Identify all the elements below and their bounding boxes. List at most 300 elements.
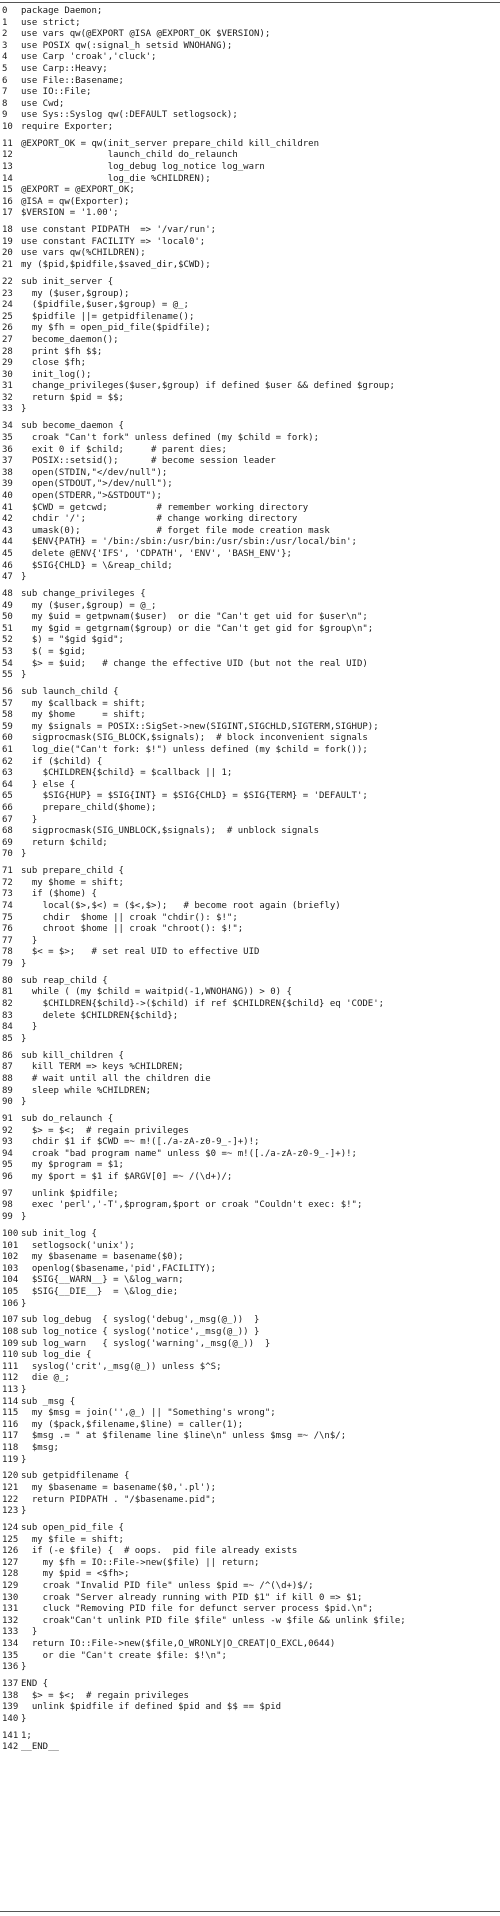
code-line: [0, 491, 500, 503]
code-text: $) = "$gid $gid";: [21, 635, 124, 646]
code-text: chdir $1 if $CWD =~ m!([./a-zA-z0-9_-]+)!;: [21, 1137, 260, 1148]
code-line: [0, 1086, 500, 1098]
code-text: $msg;: [21, 1442, 59, 1453]
code-line: [0, 456, 500, 468]
line-number: 64: [2, 779, 13, 790]
line-number: 65: [2, 791, 13, 802]
line-number: 8: [2, 98, 8, 109]
code-text: log_debug log_notice log_warn: [21, 162, 265, 173]
line-number: 74: [2, 901, 13, 912]
code-text: }: [21, 935, 38, 946]
code-line: [0, 1691, 500, 1703]
code-text: my $msg = join('',@_) || "Something's wrong";: [21, 1408, 276, 1419]
line-number: 46: [2, 560, 13, 571]
line-number: 36: [2, 444, 13, 455]
code-text: log_die %CHILDREN);: [21, 173, 211, 184]
code-line: [0, 537, 500, 549]
code-line: [0, 1546, 500, 1558]
code-line: [0, 549, 500, 561]
code-line: [0, 1535, 500, 1547]
line-number: 3: [2, 40, 8, 51]
code-text: $( = $gid;: [21, 646, 87, 657]
code-text: sub getpidfilename {: [21, 1471, 130, 1482]
line-number: 70: [2, 849, 13, 860]
code-line: [0, 526, 500, 538]
code-text: open(STDOUT,">/dev/null");: [21, 479, 173, 490]
code-text: my $basename = basename($0,'.pl');: [21, 1483, 217, 1493]
line-number: 78: [2, 947, 13, 958]
code-text: openlog($basename,'pid',FACILITY);: [21, 1263, 217, 1274]
code-text: $pidfile ||= getpidfilename();: [21, 311, 195, 322]
code-line: [0, 589, 500, 601]
code-line: [0, 1022, 500, 1034]
code-line: [0, 370, 500, 382]
code-line: [0, 936, 500, 948]
code-text: launch_child do_relaunch: [21, 150, 238, 161]
code-line: [0, 1212, 500, 1224]
code-line: [0, 1315, 500, 1327]
code-text: $SIG{HUP} = $SIG{INT} = $SIG{CHLD} = $SIG{TERM} = 'DEFAULT';: [21, 791, 368, 802]
code-text: use Carp 'croak','cluck';: [21, 52, 157, 63]
code-text: open(STDIN,"</dev/null");: [21, 467, 168, 478]
line-number: 95: [2, 1160, 13, 1171]
code-text: cluck "Removing PID file for defunct server process $pid.\n";: [21, 1604, 374, 1615]
code-text: init_log();: [21, 369, 92, 380]
code-text: umask(0); # forget file mode creation mask: [21, 525, 330, 536]
code-line: [0, 1264, 500, 1276]
line-number: 24: [2, 300, 13, 311]
line-number: 54: [2, 658, 13, 669]
code-line: [0, 1408, 500, 1420]
code-line: [0, 1062, 500, 1074]
code-text: use File::Basename;: [21, 75, 124, 86]
code-line: [0, 277, 500, 289]
line-number: 75: [2, 912, 13, 923]
line-number: 116: [2, 1419, 19, 1430]
code-line: [0, 445, 500, 457]
code-line: [0, 300, 500, 312]
line-number: 63: [2, 768, 13, 779]
line-number: 32: [2, 392, 13, 403]
code-line: [0, 901, 500, 913]
code-line: [0, 1275, 500, 1287]
code-text: croak"Can't unlink PID file $file" unless -w $file && unlink $file;: [21, 1615, 406, 1626]
code-line: [0, 710, 500, 722]
code-text: use Carp::Heavy;: [21, 63, 108, 74]
line-number: 67: [2, 814, 13, 825]
line-number: 58: [2, 710, 13, 721]
line-number: 59: [2, 721, 13, 732]
code-line: [0, 514, 500, 526]
code-text: my $home = shift;: [21, 710, 146, 721]
code-line: [0, 1114, 500, 1126]
code-line: [0, 1299, 500, 1311]
code-line: [0, 1523, 500, 1535]
line-number: 15: [2, 185, 13, 196]
code-line: [0, 87, 500, 99]
code-line: [0, 18, 500, 30]
code-text: change_privileges($user,$group) if defined $user && defined $group;: [21, 381, 395, 392]
line-number: 13: [2, 162, 13, 173]
code-line: [0, 312, 500, 324]
line-number: 5: [2, 63, 8, 74]
code-line: [0, 479, 500, 491]
code-line: [0, 947, 500, 959]
line-number: 40: [2, 490, 13, 501]
line-number: 47: [2, 572, 13, 583]
code-line: [0, 1189, 500, 1201]
code-text: sub prepare_child {: [21, 866, 124, 877]
code-line: [0, 791, 500, 803]
line-number: 128: [2, 1569, 19, 1580]
code-line: [0, 381, 500, 393]
line-number: 26: [2, 323, 13, 334]
line-number: 105: [2, 1286, 19, 1297]
code-text: @EXPORT = @EXPORT_OK;: [21, 185, 135, 196]
line-number: 68: [2, 826, 13, 837]
code-text: croak "bad program name" unless $0 =~ m!([./a-zA-z0-9_-]+)!;: [21, 1148, 357, 1159]
line-number: 66: [2, 802, 13, 813]
code-text: $SIG{__DIE__} = \&log_die;: [21, 1286, 179, 1297]
line-number: 142: [2, 1742, 19, 1753]
line-number: 17: [2, 208, 13, 219]
code-listing: [0, 6, 500, 1754]
code-line: [0, 41, 500, 53]
code-text: # wait until all the children die: [21, 1073, 211, 1084]
code-line: [0, 1483, 500, 1495]
code-text: become_daemon();: [21, 334, 119, 345]
line-number: 38: [2, 467, 13, 478]
line-number: 96: [2, 1171, 13, 1182]
code-line: [0, 624, 500, 636]
code-text: croak "Can't fork" unless defined (my $child = fork);: [21, 432, 320, 443]
line-number: 82: [2, 999, 13, 1010]
line-number: 91: [2, 1114, 13, 1124]
code-line: [0, 1420, 500, 1432]
code-line: [0, 185, 500, 197]
line-number: 136: [2, 1662, 19, 1673]
code-line: [0, 468, 500, 480]
code-line: [0, 815, 500, 827]
code-line: [0, 433, 500, 445]
line-number: 138: [2, 1690, 19, 1701]
line-number: 129: [2, 1581, 19, 1592]
code-line: [0, 1097, 500, 1109]
code-text: sub become_daemon {: [21, 421, 124, 432]
line-number: 44: [2, 537, 13, 548]
code-text: sigprocmask(SIG_UNBLOCK,$signals); # unblock signals: [21, 826, 320, 837]
line-number: 86: [2, 1050, 13, 1061]
line-number: 132: [2, 1615, 19, 1626]
code-line: [0, 699, 500, 711]
line-number: 80: [2, 975, 13, 986]
line-number: 133: [2, 1627, 19, 1638]
code-text: my $callback = shift;: [21, 698, 146, 709]
line-number: 6: [2, 75, 8, 86]
line-number: 109: [2, 1338, 19, 1349]
code-line: [0, 1350, 500, 1362]
code-line: [0, 866, 500, 878]
line-number: 4: [2, 52, 8, 63]
code-text: exec 'perl','-T',$program,$port or croak "Couldn't exec: $!";: [21, 1200, 363, 1211]
code-line: [0, 1252, 500, 1264]
line-number: 93: [2, 1137, 13, 1148]
code-line: [0, 745, 500, 757]
code-line: [0, 1431, 500, 1443]
line-number: 51: [2, 623, 13, 634]
bottom-rule: [0, 1911, 500, 1912]
code-line: [0, 1034, 500, 1046]
code-line: [0, 64, 500, 76]
line-number: 56: [2, 687, 13, 698]
code-line: [0, 1455, 500, 1467]
code-text: my $uid = getpwnam($user) or die "Can't get uid for $user\n";: [21, 612, 368, 623]
code-line: [0, 404, 500, 416]
code-text: my $file = shift;: [21, 1534, 124, 1545]
code-line: [0, 1229, 500, 1241]
code-line: [0, 1569, 500, 1581]
code-line: [0, 358, 500, 370]
code-text: $CHILDREN{$child} = $callback || 1;: [21, 768, 233, 779]
line-number: 139: [2, 1702, 19, 1713]
code-line: [0, 1373, 500, 1385]
code-text: require Exporter;: [21, 121, 114, 132]
code-text: }: [21, 1033, 27, 1044]
code-line: [0, 503, 500, 515]
code-line: [0, 260, 500, 272]
code-line: [0, 421, 500, 433]
code-text: chroot $home || croak "chroot(): $!";: [21, 924, 244, 935]
code-text: use IO::File;: [21, 87, 92, 98]
line-number: 52: [2, 635, 13, 646]
line-number: 121: [2, 1483, 19, 1493]
code-text: sub launch_child {: [21, 687, 119, 698]
code-line: [0, 150, 500, 162]
line-number: 111: [2, 1361, 19, 1372]
line-number: 115: [2, 1408, 19, 1419]
line-number: 140: [2, 1713, 19, 1724]
code-line: [0, 29, 500, 41]
code-line: [0, 1160, 500, 1172]
line-number: 98: [2, 1200, 13, 1211]
code-text: delete @ENV{'IFS', 'CDPATH', 'ENV', 'BASH_ENV'};: [21, 548, 292, 559]
code-text: return $child;: [21, 837, 108, 848]
code-text: 1;: [21, 1730, 32, 1741]
code-text: setlogsock('unix');: [21, 1240, 135, 1251]
code-text: if ($home) {: [21, 889, 97, 900]
line-number: 125: [2, 1534, 19, 1545]
code-text: my $pid = <$fh>;: [21, 1569, 130, 1580]
code-text: } else {: [21, 779, 76, 790]
line-number: 35: [2, 432, 13, 443]
code-text: chdir $home || croak "chdir(): $!";: [21, 912, 238, 923]
code-text: my $home = shift;: [21, 877, 124, 888]
line-number: 120: [2, 1471, 19, 1482]
code-line: [0, 1443, 500, 1455]
line-number: 27: [2, 334, 13, 345]
code-text: }: [21, 572, 27, 583]
code-text: my ($user,$group);: [21, 288, 130, 299]
line-number: 23: [2, 288, 13, 299]
code-line: [0, 1241, 500, 1253]
code-line: [0, 393, 500, 405]
code-line: [0, 838, 500, 850]
code-text: my ($pack,$filename,$line) = caller(1);: [21, 1419, 244, 1430]
code-text: use vars qw(%CHILDREN);: [21, 248, 146, 259]
code-line: [0, 197, 500, 209]
code-line: [0, 335, 500, 347]
line-number: 11: [2, 138, 13, 149]
code-line: [0, 601, 500, 613]
code-text: }: [21, 404, 27, 415]
code-text: unlink $pidfile;: [21, 1188, 119, 1199]
line-number: 49: [2, 600, 13, 611]
code-line: [0, 924, 500, 936]
line-number: 9: [2, 110, 8, 121]
code-text: prepare_child($home);: [21, 802, 157, 813]
code-line: [0, 647, 500, 659]
code-text: return IO::File->new($file,O_WRONLY|O_CREAT|O_EXCL,0644): [21, 1639, 336, 1650]
code-text: sub reap_child {: [21, 975, 108, 986]
code-text: if ($child) {: [21, 756, 103, 767]
code-text: }: [21, 1662, 27, 1673]
line-number: 2: [2, 29, 8, 40]
code-text: syslog('crit',_msg(@_)) unless $^S;: [21, 1361, 222, 1372]
code-line: [0, 122, 500, 134]
code-text: my ($user,$group) = @_;: [21, 600, 157, 611]
code-line: [0, 289, 500, 301]
code-text: sub log_warn { syslog('warning',_msg(@_)) }: [21, 1338, 271, 1349]
code-text: use constant FACILITY => 'local0';: [21, 236, 206, 247]
code-text: use Sys::Syslog qw(:DEFAULT setlogsock);: [21, 110, 238, 121]
code-text: }: [21, 1506, 27, 1517]
code-line: [0, 110, 500, 122]
code-text: $SIG{__WARN__} = \&log_warn;: [21, 1275, 184, 1286]
code-line: [0, 248, 500, 260]
line-number: 53: [2, 646, 13, 657]
code-line: [0, 826, 500, 838]
line-number: 57: [2, 698, 13, 709]
code-line: [0, 733, 500, 745]
code-line: [0, 139, 500, 151]
code-text: sub log_debug { syslog('debug',_msg(@_)) }: [21, 1315, 260, 1326]
code-text: }: [21, 1097, 27, 1108]
code-text: }: [21, 958, 27, 969]
code-line: [0, 1471, 500, 1483]
code-text: $VERSION = '1.00';: [21, 208, 119, 219]
line-number: 20: [2, 248, 13, 259]
code-text: if (-e $file) { # oops. pid file already exists: [21, 1546, 298, 1557]
line-number: 87: [2, 1062, 13, 1073]
line-number: 29: [2, 358, 13, 369]
code-text: }: [21, 1713, 27, 1724]
code-line: [0, 1581, 500, 1593]
code-text: sub change_privileges {: [21, 588, 146, 599]
line-number: 77: [2, 935, 13, 946]
line-number: 22: [2, 276, 13, 287]
line-number: 10: [2, 121, 13, 132]
line-number: 61: [2, 745, 13, 755]
line-number: 106: [2, 1298, 19, 1309]
code-text: croak "Invalid PID file" unless $pid =~ /^(\d+)$/;: [21, 1581, 314, 1592]
code-text: $> = $uid; # change the effective UID (but not the real UID): [21, 658, 368, 669]
code-line: [0, 1200, 500, 1212]
code-text: open(STDERR,">&STDOUT");: [21, 490, 162, 501]
code-text: my $program = $1;: [21, 1160, 124, 1171]
code-text: local($>,$<) = ($<,$>); # become root again (briefly): [21, 901, 341, 912]
line-number: 107: [2, 1315, 19, 1326]
line-number: 34: [2, 421, 13, 432]
code-line: [0, 959, 500, 971]
line-number: 135: [2, 1650, 19, 1661]
code-text: @ISA = qw(Exporter);: [21, 196, 130, 207]
code-line: [0, 878, 500, 890]
line-number: 94: [2, 1148, 13, 1159]
code-line: [0, 52, 500, 64]
code-text: use strict;: [21, 17, 81, 28]
line-number: 102: [2, 1252, 19, 1263]
code-line: [0, 1495, 500, 1507]
code-line: [0, 1616, 500, 1628]
code-line: [0, 976, 500, 988]
line-number: 88: [2, 1073, 13, 1084]
code-text: or die "Can't create $file: $!\n";: [21, 1650, 227, 1661]
line-number: 84: [2, 1022, 13, 1033]
line-number: 134: [2, 1639, 19, 1650]
code-text: use vars qw(@EXPORT @ISA @EXPORT_OK $VERSION);: [21, 29, 271, 40]
line-number: 73: [2, 889, 13, 900]
code-line: [0, 1339, 500, 1351]
code-line: [0, 237, 500, 249]
code-line: [0, 670, 500, 682]
code-line: [0, 780, 500, 792]
code-text: sub log_notice { syslog('notice',_msg(@_)) }: [21, 1326, 260, 1337]
code-line: [0, 1731, 500, 1743]
code-text: sub _msg {: [21, 1396, 76, 1407]
code-text: my $gid = getgrnam($group) or die "Can't get gid for $group\n";: [21, 623, 374, 634]
code-text: }: [21, 814, 38, 825]
code-line: [0, 635, 500, 647]
code-line: [0, 1327, 500, 1339]
code-line: [0, 757, 500, 769]
code-text: while ( (my $child = waitpid(-1,WNOHANG)) > 0) {: [21, 987, 292, 998]
top-rule: [0, 2, 500, 3]
line-number: 141: [2, 1730, 19, 1741]
code-text: $ENV{PATH} = '/bin:/sbin:/usr/bin:/usr/sbin:/usr/local/bin';: [21, 537, 357, 548]
line-number: 85: [2, 1033, 13, 1044]
line-number: 69: [2, 837, 13, 848]
code-line: [0, 612, 500, 624]
code-text: }: [21, 1454, 27, 1465]
code-line: [0, 1651, 500, 1663]
line-number: 33: [2, 404, 13, 415]
code-text: @EXPORT_OK = qw(init_server prepare_child kill_children: [21, 138, 320, 149]
code-text: }: [21, 1298, 27, 1309]
code-text: __END__: [21, 1742, 59, 1753]
code-text: }: [21, 670, 27, 681]
line-number: 37: [2, 456, 13, 467]
line-number: 83: [2, 1010, 13, 1021]
line-number: 19: [2, 236, 13, 247]
code-text: my $port = $1 if $ARGV[0] =~ /(\d+)/;: [21, 1171, 233, 1182]
code-line: [0, 1011, 500, 1023]
line-number: 16: [2, 196, 13, 207]
line-number: 108: [2, 1326, 19, 1337]
line-number: 28: [2, 346, 13, 357]
code-text: }: [21, 1212, 27, 1223]
code-text: unlink $pidfile if defined $pid and $$ == $pid: [21, 1702, 282, 1713]
code-line: [0, 768, 500, 780]
